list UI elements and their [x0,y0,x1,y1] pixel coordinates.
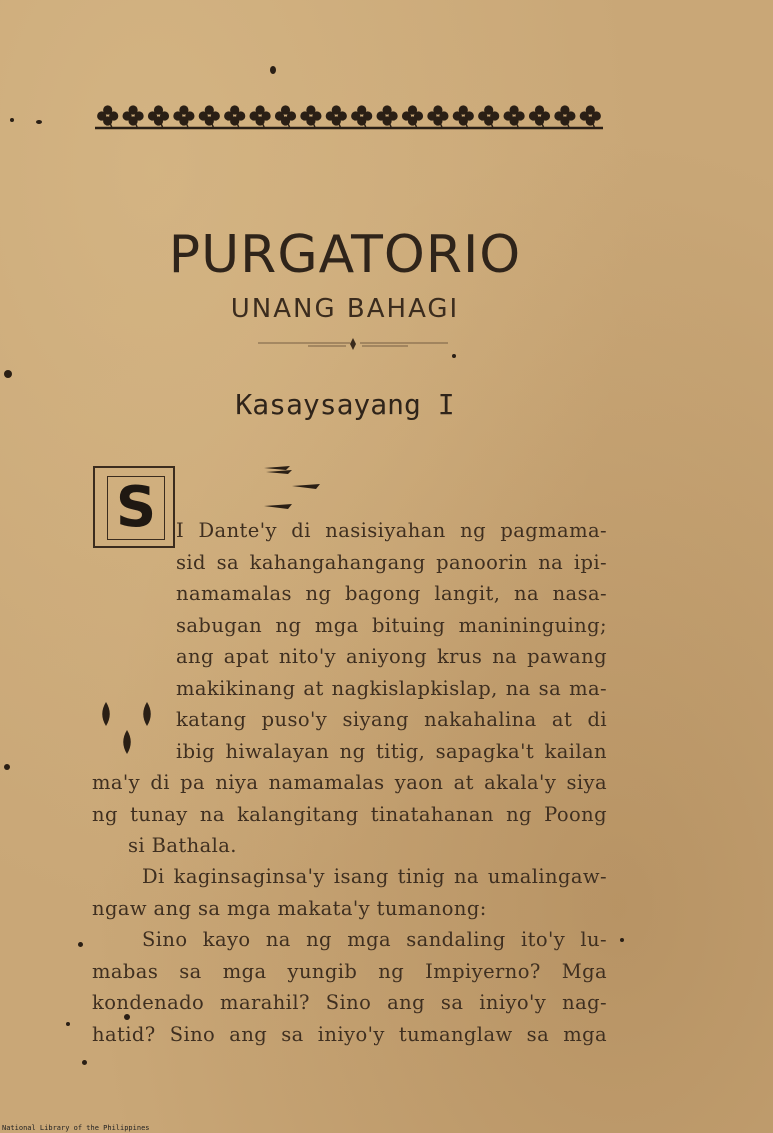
text-line: kondenado marahil? Sino ang sa iniyo'y nag- [92,991,607,1014]
text-line: mabas sa mga yungib ng Impiyerno? Mga [92,959,607,983]
text-line: namamalas ng bagong langit, na nasa- [176,582,607,605]
text-line: Di kaginsaginsa'y isang tinig na umalingaw- [142,865,607,888]
ink-speck [4,764,10,770]
chapter-heading: Kasaysayang I [235,388,455,421]
text-line: ngaw ang sa mga makata'y tumanong: [92,896,487,920]
ink-speck [10,118,14,122]
text-line: sabugan ng mga bituing manininguing; [176,613,607,637]
ink-speck [66,1022,70,1026]
clover-icon [402,105,423,127]
clover-icon [377,105,398,127]
clover-icon [199,105,220,127]
clover-icon [453,105,474,127]
clover-icon [351,105,372,127]
leaf-ornament-icon [121,730,133,754]
clover-icon [173,105,194,127]
ink-speck [620,938,624,942]
paragraph-1 [92,515,607,862]
clover-icon [427,105,448,127]
library-credit: National Library of the Philippines [2,1124,150,1132]
paragraph-3 [92,924,607,1050]
ink-speck [36,120,42,124]
text-line: hatid? Sino ang sa iniyo'y tumanglaw sa mga [92,1022,607,1046]
text-line: katang puso'y siyang nakahalina at di [176,708,607,731]
clover-ornament-icon [95,104,603,132]
text-line: ng tunay na kalangitang tinatahanan ng Poong [92,802,607,826]
clover-icon [97,105,118,127]
text-line: I Dante'y di nasisiyahan ng pagmama- [176,519,607,542]
text-line: ang apat nito'y aniyong krus na pawang [176,645,607,668]
dash-ornament-icon [262,462,322,522]
book-title: PURGATORIO [168,225,522,285]
clover-icon [123,105,144,127]
text-line: si Bathala. [128,834,237,857]
ink-speck [82,1060,87,1065]
ink-speck [4,370,12,378]
ornamental-border [95,104,603,132]
clover-icon [504,105,525,127]
text-line: makikinang at nagkislapkislap, na sa ma- [176,676,607,700]
book-subtitle: UNANG BAHAGI [230,294,460,324]
text-line: Sino kayo na ng mga sandaling ito'y lu- [142,928,607,951]
clover-icon [275,105,296,127]
ink-speck [270,66,276,74]
drop-cap-letter: S [107,476,165,540]
clover-icon [326,105,347,127]
clover-icon [529,105,550,127]
clover-icon [580,105,601,127]
clover-icon [250,105,271,127]
ink-speck [78,942,83,947]
text-line: ibig hiwalayan ng titig, sapagka't kailan [176,739,607,763]
leaf-ornament-icon [141,702,153,726]
clover-icon [300,105,321,127]
text-line: ma'y di pa niya namamalas yaon at akala'y siya [92,771,607,794]
ink-speck [452,354,456,358]
clover-icon [554,105,575,127]
leaf-ornament-icon [100,702,112,726]
clover-icon [224,105,245,127]
paragraph-2 [92,861,607,924]
divider-ornament-icon [258,338,448,352]
text-line: sid sa kahangahangang panoorin na ipi- [176,550,607,574]
ink-speck [124,1014,130,1020]
clover-icon [478,105,499,127]
clover-icon [148,105,169,127]
